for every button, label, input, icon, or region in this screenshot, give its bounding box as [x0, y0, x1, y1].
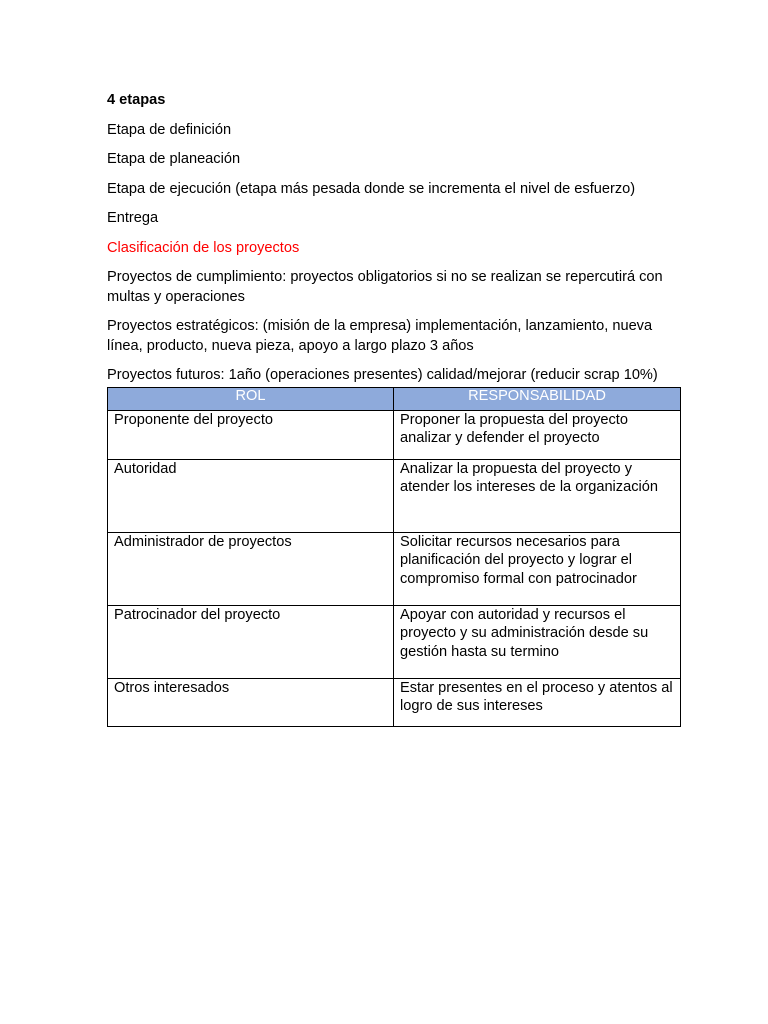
cell-responsabilidad: Analizar la propuesta del proyecto y atender los intereses de la organización	[394, 459, 681, 532]
table-header-row	[108, 387, 681, 410]
table-row	[108, 459, 681, 532]
project-type-future: Proyectos futuros: 1año (operaciones presentes) calidad/mejorar (reducir scrap 10%)	[107, 367, 658, 383]
cell-rol: Autoridad	[108, 459, 394, 532]
stage-execution: Etapa de ejecución (etapa más pesada donde se incrementa el nivel de esfuerzo)	[107, 180, 636, 197]
cell-responsabilidad: Apoyar con autoridad y recursos el proyecto y su administración desde su gestión hasta su termino	[394, 605, 681, 678]
project-type-strategic: Proyectos estratégicos: (misión de la empresa) implementación, lanzamiento, nueva línea, producto, nueva pieza, apoyo a largo plazo 3 años	[107, 318, 653, 354]
table-row	[108, 678, 681, 726]
document-page	[107, 91, 679, 727]
cell-rol: Proponente del proyecto	[108, 410, 394, 459]
table-row	[108, 410, 681, 459]
cell-rol: Administrador de proyectos	[108, 532, 394, 605]
cell-responsabilidad: Proponer la propuesta del proyecto analizar y defender el proyecto	[394, 410, 681, 459]
classification-title: Clasificación de los proyectos	[107, 239, 300, 256]
stage-delivery: Entrega	[107, 210, 159, 226]
cell-responsabilidad: Solicitar recursos necesarios para planificación del proyecto y lograr el compromiso formal con patrocinador	[394, 532, 681, 605]
stages-heading: 4 etapas	[107, 92, 166, 108]
table-row	[108, 605, 681, 678]
table-row	[108, 532, 681, 605]
stage-planning: Etapa de planeación	[107, 151, 241, 167]
header-responsabilidad: RESPONSABILIDAD	[394, 387, 681, 410]
header-rol: ROL	[108, 387, 394, 410]
stage-definition: Etapa de definición	[107, 121, 232, 138]
roles-table	[107, 387, 681, 727]
cell-rol: Patrocinador del proyecto	[108, 605, 394, 678]
project-type-compliance: Proyectos de cumplimiento: proyectos obligatorios si no se realizan se repercutirá con multas y operaciones	[107, 269, 663, 305]
cell-responsabilidad: Estar presentes en el proceso y atentos al logro de sus intereses	[394, 678, 681, 726]
cell-rol: Otros interesados	[108, 678, 394, 726]
